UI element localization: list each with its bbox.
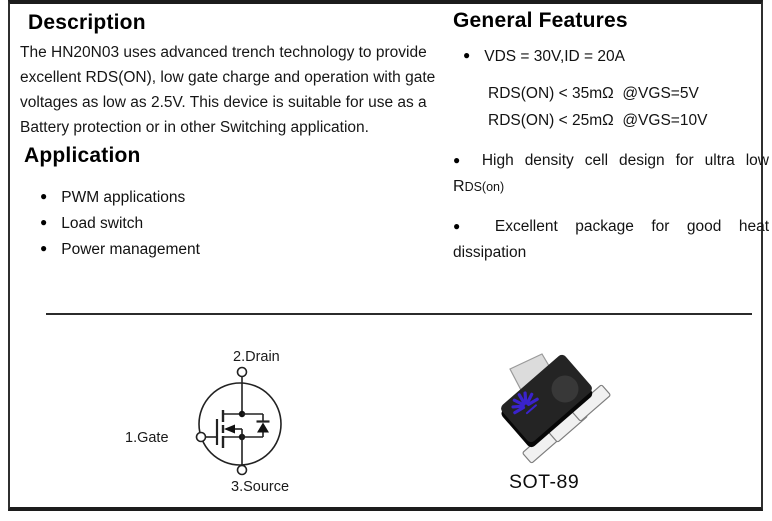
feature-row bbox=[453, 214, 769, 240]
rds-symbol: R bbox=[453, 178, 465, 195]
source-terminal-icon bbox=[238, 466, 247, 475]
pin-label-gate: 1.Gate bbox=[125, 430, 169, 446]
page-border-frame bbox=[8, 0, 769, 511]
package-body bbox=[497, 353, 597, 449]
general-features-heading: General Features bbox=[453, 9, 628, 32]
mosfet-symbol-diagram bbox=[105, 342, 345, 502]
package-mold-mark bbox=[552, 376, 579, 403]
sot89-package-image bbox=[460, 342, 660, 467]
bullet-icon: ● bbox=[40, 241, 48, 255]
rds-subscript: DS(on) bbox=[464, 180, 505, 194]
arrow-icon bbox=[224, 425, 235, 434]
list-item bbox=[40, 238, 200, 261]
list-item-label: Load switch bbox=[61, 215, 144, 232]
gate-terminal-icon bbox=[197, 433, 206, 442]
list-item bbox=[40, 212, 200, 235]
spec-text: VDS = 30V,ID = 20A bbox=[484, 48, 625, 65]
body-diode-icon bbox=[257, 423, 269, 433]
application-list bbox=[40, 186, 200, 264]
feature-text-continuation bbox=[453, 174, 769, 200]
list-item-label: PWM applications bbox=[61, 189, 186, 206]
description-paragraph bbox=[20, 40, 440, 140]
package-name-label: SOT-89 bbox=[509, 471, 580, 493]
list-item-label: Power management bbox=[61, 241, 200, 258]
description-line: Battery protection or in other Switching application. bbox=[20, 119, 369, 136]
description-line: voltages as low as 2.5V. This device is suitable for use as a bbox=[20, 94, 427, 111]
drain-terminal-icon bbox=[238, 368, 247, 377]
bullet-icon: ● bbox=[40, 215, 48, 229]
feature-text: High density cell design for ultra low bbox=[481, 152, 769, 169]
rds-spec-line: RDS(ON) < 35mΩ @VGS=5V bbox=[488, 85, 699, 102]
bullet-icon: ● bbox=[40, 189, 48, 203]
feature-text: Excellent package for good heat bbox=[494, 218, 769, 235]
bullet-icon: ● bbox=[453, 153, 467, 167]
section-divider-rule bbox=[46, 313, 752, 315]
rds-spec-line: RDS(ON) < 25mΩ @VGS=10V bbox=[488, 112, 708, 129]
application-heading: Application bbox=[24, 144, 141, 167]
bullet-icon: ● bbox=[453, 219, 474, 233]
bullet-icon: ● bbox=[463, 48, 471, 62]
pin-label-drain: 2.Drain bbox=[233, 349, 280, 365]
feature-text-continuation: dissipation bbox=[453, 244, 527, 261]
list-item bbox=[40, 186, 200, 209]
description-line: The HN20N03 uses advanced trench technology to provide bbox=[20, 44, 427, 61]
feature-row bbox=[453, 148, 769, 174]
description-line: excellent RDS(ON), low gate charge and operation with gate bbox=[20, 69, 436, 86]
transistor-circle bbox=[199, 383, 281, 465]
general-features-section bbox=[453, 9, 769, 265]
description-heading: Description bbox=[28, 11, 146, 34]
spec-bullet-row bbox=[463, 45, 769, 68]
pin-label-source: 3.Source bbox=[231, 479, 290, 495]
